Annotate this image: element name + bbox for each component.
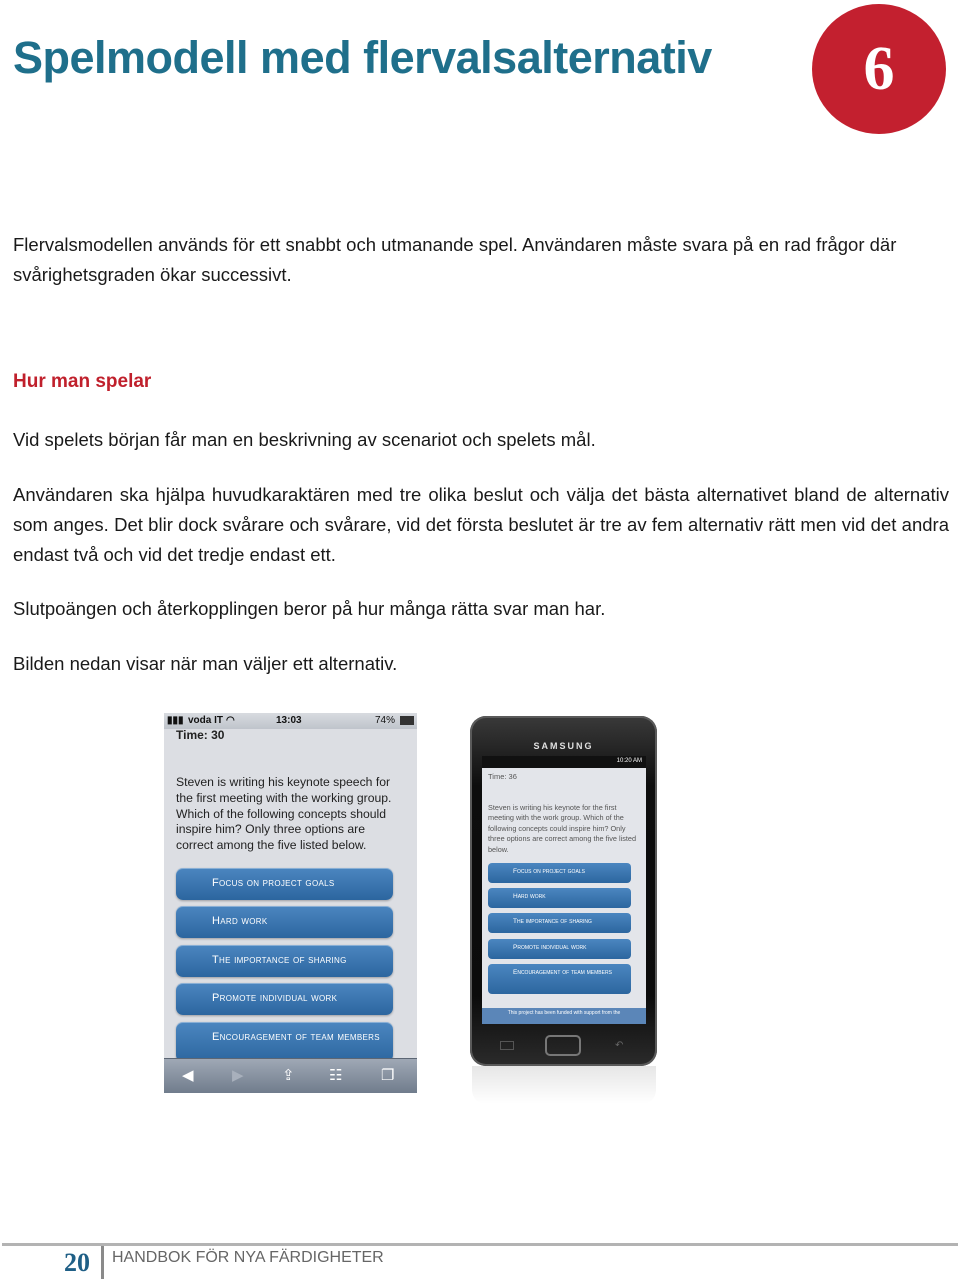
funding-note: This project has been funded with support from the: [482, 1008, 646, 1024]
option-button-2[interactable]: [176, 906, 393, 938]
option-button-3[interactable]: [176, 945, 393, 977]
battery-icon: [400, 716, 414, 725]
option-button-2[interactable]: [488, 888, 631, 908]
tabs-icon[interactable]: ❐: [381, 1067, 395, 1084]
forward-arrow-icon[interactable]: ▶: [232, 1067, 244, 1084]
option-button-1[interactable]: [176, 868, 393, 900]
option-label: Hard work: [513, 893, 546, 900]
samsung-phone: [470, 716, 657, 1066]
carrier-label: voda IT: [188, 715, 224, 726]
paragraph-decisions: Användaren ska hjälpa huvudkaraktären med tre olika beslut och välja det bästa alternativet bland de alternativ som anges. Det blir dock svårare och svårare, vid det första beslutet är tre av fem alternativ rätt men vid det andra endast två och vid det tredje endast ett.: [13, 484, 949, 565]
status-clock: 10:20 AM: [616, 758, 642, 764]
status-bar: [482, 756, 646, 768]
timer-label: Time: 36: [488, 772, 517, 781]
question-text: Steven is writing his keynote speech for the first meeting with the working group. Which of the following concepts should inspire him? Only three options are correct among the five listed below.: [176, 775, 392, 853]
page-title: Spelmodell med flervalsalternativ: [13, 32, 712, 83]
option-label: Encouragement of team members: [513, 969, 612, 976]
intro-paragraph: Flervalsmodellen används för ett snabbt och utmanande spel. Användaren måste svara på en rad frågor där svårighetsgraden ökar successivt.: [13, 234, 897, 285]
option-label: The importance of sharing: [212, 954, 347, 966]
back-key-icon[interactable]: ↶: [615, 1040, 624, 1051]
question-text: Steven is writing his keynote for the first meeting with the work group. Which of the following concepts could inspire him? Only three options are correct among the five listed below.: [488, 803, 637, 854]
back-arrow-icon[interactable]: ◀: [182, 1067, 194, 1084]
option-label: The importance of sharing: [513, 918, 592, 925]
option-button-3[interactable]: [488, 913, 631, 933]
option-label: Encouragement of team members: [212, 1031, 380, 1043]
footer-divider: [2, 1243, 958, 1246]
status-clock: 13:03: [276, 715, 302, 726]
paragraph-score: Slutpoängen och återkopplingen beror på hur många rätta svar man har.: [13, 598, 606, 619]
option-button-1[interactable]: [488, 863, 631, 883]
samsung-screen: [482, 756, 646, 1024]
share-icon[interactable]: ⇪: [282, 1067, 295, 1084]
option-button-5[interactable]: [488, 964, 631, 994]
browser-toolbar: [164, 1058, 417, 1093]
paragraph-image-caption: Bilden nedan visar när man väljer ett alternativ.: [13, 653, 398, 674]
option-label: Hard work: [212, 915, 268, 927]
option-button-4[interactable]: [176, 983, 393, 1015]
page-number: 20: [64, 1248, 90, 1277]
option-button-4[interactable]: [488, 939, 631, 959]
home-button[interactable]: [545, 1035, 581, 1056]
battery-level: 74%: [375, 715, 396, 726]
menu-key-icon[interactable]: [500, 1041, 514, 1050]
option-label: Promote individual work: [513, 944, 587, 951]
bookmarks-icon[interactable]: ☷: [329, 1067, 343, 1084]
brand-logo: SAMSUNG: [533, 741, 594, 751]
paragraph-start: Vid spelets början får man en beskrivning av scenariot och spelets mål.: [13, 429, 596, 450]
timer-label: Time: 30: [176, 728, 225, 742]
option-button-5[interactable]: [176, 1022, 393, 1062]
iphone-screenshot: [164, 713, 417, 1093]
option-label: Focus on project goals: [513, 868, 585, 875]
section-heading: Hur man spelar: [13, 371, 152, 392]
signal-icon: ▮▮▮: [167, 715, 184, 726]
phone-reflection: [472, 1066, 656, 1104]
option-label: Focus on project goals: [212, 877, 335, 889]
chapter-number-badge: 6: [812, 4, 946, 134]
footer-separator: [101, 1246, 104, 1279]
option-label: Promote individual work: [212, 992, 338, 1004]
book-title: HANDBOK FÖR NYA FÄRDIGHETER: [112, 1249, 384, 1266]
wifi-icon: ◠: [226, 715, 235, 726]
status-bar: [164, 713, 417, 729]
